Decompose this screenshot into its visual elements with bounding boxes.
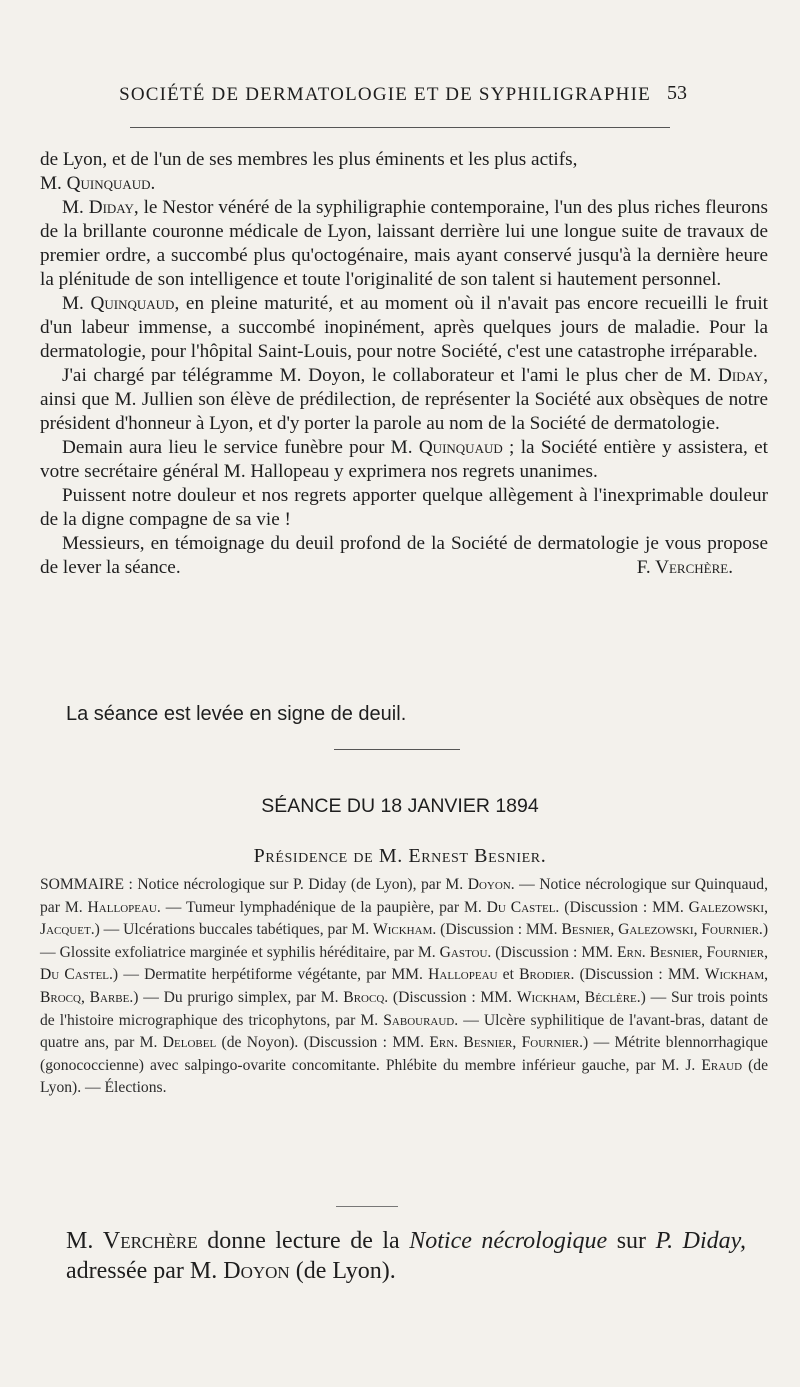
paragraph-3-text: , en pleine maturité, et au moment où il n'avait pas encore recueilli le fruit d'un labeur immense, a succombé inopinément, après quelques jours de maladie. Pour la dermatologie, pour l'hôpital Saint-Louis, pour notre Société, c'est une catastrophe irréparable. [40, 293, 768, 362]
body-text [40, 148, 768, 580]
sommaire-name: Hallopeau [428, 966, 498, 984]
sommaire-name: Du Castel [486, 898, 556, 916]
sommaire-name: Sabouraud [383, 1011, 455, 1029]
notice-text: adressée par M. [66, 1258, 224, 1284]
paragraph-3-lead: M. [62, 293, 91, 314]
sommaire-text: (de Lyon). — Élections. [40, 1056, 768, 1097]
name-quinquaud: Quinquaud [90, 293, 175, 314]
paragraph-5-a: Demain aura lieu le service funèbre pour M. [62, 437, 419, 458]
sommaire-text: . (Discussion : MM. [570, 966, 705, 984]
sommaire-text: .) — Métrite blennorrhagique (gonococcienne) avec salpingo-ovarite concomitante. Phlébite du membre inférieur gauche, par M. J. [40, 1034, 768, 1074]
closing-line: La séance est levée en signe de deuil. [66, 703, 407, 725]
notice-text: sur [607, 1228, 656, 1254]
sommaire-text: . — Notice nécrologique sur Quinquaud, par M. [40, 876, 768, 916]
sommaire-text: .) — Ulcérations buccales tabétiques, par M. [90, 921, 374, 939]
running-head: SOCIÉTÉ DE DERMATOLOGIE ET DE SYPHILIGRAPHIE [119, 84, 651, 105]
sommaire-rule [336, 1206, 398, 1207]
sommaire-text: . (Discussion : MM. [555, 898, 689, 916]
name-quinquaud-2: Quinquaud [418, 437, 503, 458]
sommaire-text: . (Discussion : MM. [432, 921, 562, 939]
paragraph-1-name: M. Quinquaud. [40, 173, 156, 194]
sommaire [40, 874, 768, 1100]
sommaire-name: Delobel [162, 1034, 217, 1052]
sommaire-name: Wickham, Brocq, Barbe [40, 966, 769, 1006]
sommaire-text: .) — Dermatite herpétiforme végétante, par MM. [109, 966, 429, 984]
paragraph-3 [40, 292, 768, 364]
signature: F. Verchère. [636, 557, 733, 578]
name-diday-2: Diday [718, 365, 764, 386]
paragraph-1-text: de Lyon, et de l'un de ses membres les plus éminents et les plus actifs, [40, 149, 578, 170]
sommaire-name: Ern. Besnier, Fournier, Du Castel [40, 943, 768, 984]
sommaire-text: SOMMAIRE : Notice nécrologique sur P. Diday (de Lyon), par M. [40, 876, 468, 893]
name-doyon: Doyon [223, 1258, 290, 1284]
sommaire-text: . (Discussion : MM. [384, 988, 517, 1006]
sommaire-text: et [497, 966, 520, 984]
sommaire-text: .) — Sur trois points de l'histoire micrographique des tricophytons, par M. [40, 988, 769, 1029]
paragraph-6: Puissent notre douleur et nos regrets apporter quelque allègement à l'inexprimable douleur de la digne compagne de sa vie ! [40, 485, 768, 530]
sommaire-text: (de Noyon). (Discussion : MM. [216, 1034, 430, 1052]
paragraph-2-text: , le Nestor vénéré de la syphiligraphie contemporaine, l'un des plus riches fleurons de la brillante couronne médicale de Lyon, laissant derrière lui une longue suite de travaux de premier ordre, a succombé plus qu'octogénaire, mais ayant conservé jusqu'à la dernière heure la plénitude de son intelligence et toute l'originalité de son talent si hautement personnel. [40, 197, 768, 290]
paragraph-4-a: J'ai chargé par télégramme M. Doyon, le collaborateur et l'ami le plus cher de M. [62, 365, 719, 386]
sommaire-text: .) — Du prurigo simplex, par M. [129, 988, 344, 1006]
sommaire-name: Hallopeau [87, 898, 157, 916]
header-rule [130, 127, 670, 128]
sommaire-name: Doyon [467, 876, 511, 893]
notice-subject: P. Diday, [655, 1228, 746, 1254]
sommaire-text: . (Discussion : MM. [487, 943, 617, 961]
sommaire-name: Wickham, Béclère [516, 988, 637, 1006]
page-number: 53 [667, 82, 687, 104]
paragraph-4-b: , ainsi que M. Jullien son élève de prédilection, de représenter la Société aux obsèques de notre président d'honneur à Lyon, et d'y porter la parole au nom de la Société de dermatologie. [40, 365, 768, 434]
paragraph-4 [40, 364, 768, 436]
paragraph-2-lead: M. [62, 197, 89, 218]
paragraph-1 [40, 148, 768, 196]
seance-title: SÉANCE DU 18 JANVIER 1894 [261, 795, 539, 817]
notice-text: M. [66, 1228, 103, 1254]
notice-intro [66, 1226, 746, 1286]
name-verchere: Verchère [102, 1228, 198, 1254]
sommaire-name: Brodier [519, 966, 571, 984]
sommaire-name: Eraud [701, 1056, 743, 1074]
sommaire-text: .) — Glossite exfoliatrice marginée et syphilis héréditaire, par M. [40, 921, 769, 961]
paragraph-2 [40, 196, 768, 292]
sommaire-name: Besnier, Galezowski, Fournier [561, 921, 759, 939]
name-diday: Diday [88, 197, 134, 218]
paragraph-5 [40, 436, 768, 484]
sommaire-text: . — Tumeur lymphadénique de la paupière, par M. [156, 898, 487, 916]
sommaire-name: Wickham [373, 921, 433, 939]
sommaire-text: . — Ulcère syphilitique de l'avant-bras, datant de quatre ans, par M. [40, 1011, 768, 1052]
paragraph-7-text: Messieurs, en témoignage du deuil profond de la Société de dermatologie je vous propose de lever la séance. [40, 533, 768, 578]
presidence-line: Présidence de M. Ernest Besnier. [253, 845, 547, 867]
sommaire-name: Brocq [343, 988, 385, 1006]
sommaire-name: Ern. Besnier, Fournier [429, 1034, 580, 1052]
sommaire-name: Galezowski, Jacquet [40, 898, 768, 939]
notice-text: (de Lyon). [289, 1258, 396, 1284]
sommaire-name: Gastou [439, 943, 488, 961]
paragraph-5-b: ; la Société entière y assistera, et votre secrétaire général M. Hallopeau y exprimera nos regrets unanimes. [40, 437, 769, 482]
notice-text: donne lecture de la [197, 1228, 410, 1254]
notice-title: Notice nécrologique [409, 1228, 608, 1254]
section-rule [334, 749, 460, 750]
paragraph-7 [40, 532, 768, 580]
